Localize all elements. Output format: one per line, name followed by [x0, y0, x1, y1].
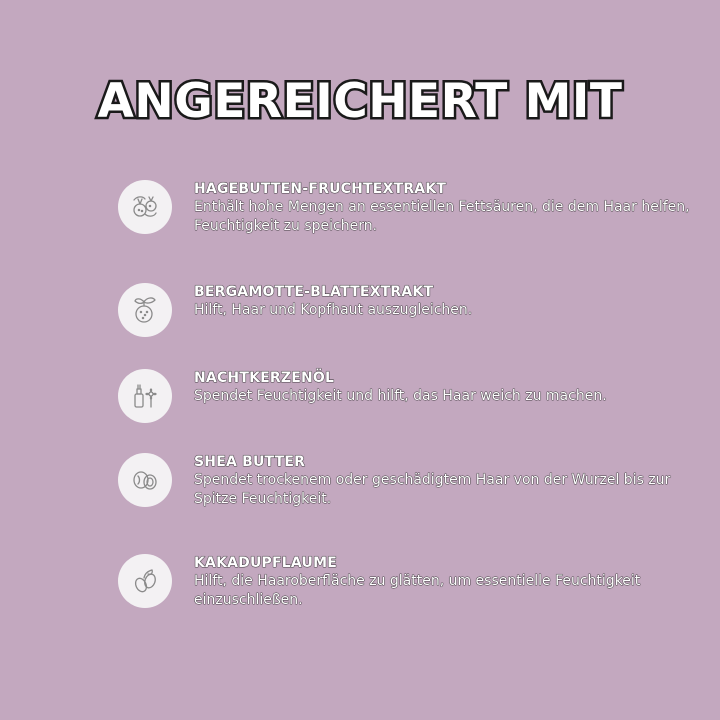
ingredient-heading: SHEA BUTTER — [194, 454, 306, 470]
page-title: ANGEREICHERT MIT — [97, 74, 623, 129]
bergamot-icon — [118, 283, 172, 337]
ingredient-heading: NACHTKERZENÖL — [194, 370, 335, 386]
ingredient-heading: HAGEBUTTEN-FRUCHTEXTRAKT — [194, 181, 447, 197]
ingredient-text — [194, 180, 714, 236]
shea-nut-icon — [118, 453, 172, 507]
ingredient-description: Spendet trockenem oder geschädigtem Haar von der Wurzel bis zur Spitze Feuchtigkeit. — [194, 472, 671, 507]
ingredient-text — [194, 369, 714, 406]
kakadu-plum-icon — [118, 554, 172, 608]
ingredient-description: Enthält hohe Mengen an essentiellen Fettsäuren, die dem Haar helfen, Feuchtigkeit zu speichern. — [194, 199, 690, 234]
ingredient-description: Spendet Feuchtigkeit und hilft, das Haar weich zu machen. — [194, 388, 607, 404]
ingredient-text — [194, 554, 714, 610]
evening-primrose-oil-icon — [118, 369, 172, 423]
ingredient-text — [194, 453, 714, 509]
rosehip-icon — [118, 180, 172, 234]
ingredient-description: Hilft, die Haaroberfläche zu glätten, um essentielle Feuchtigkeit einzuschließen. — [194, 573, 641, 608]
ingredient-heading: KAKADUPFLAUME — [194, 555, 337, 571]
ingredient-heading: BERGAMOTTE-BLATTEXTRAKT — [194, 284, 434, 300]
ingredient-description: Hilft, Haar und Kopfhaut auszugleichen. — [194, 302, 473, 318]
ingredient-text — [194, 283, 714, 320]
